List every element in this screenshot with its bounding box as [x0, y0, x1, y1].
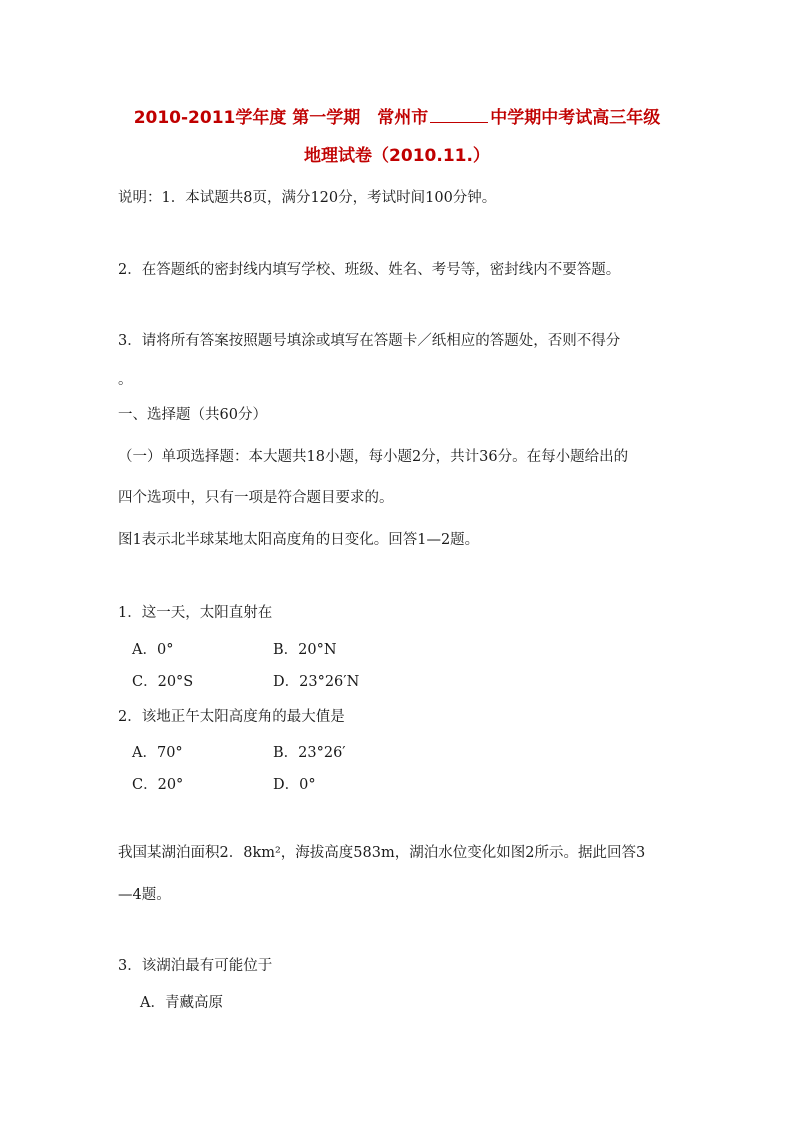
question-2-stem: 2．该地正午太阳高度角的最大值是 — [118, 709, 345, 725]
note-3-end: 。 — [118, 372, 133, 388]
section-instruction-2: 四个选项中，只有一项是符合题目要求的。 — [118, 490, 394, 506]
lake-intro-1: 我国某湖泊面积2．8km²，海拔高度583m，湖泊水位变化如图2所示。据此回答3 — [118, 845, 646, 861]
note-1: 说明：1．本试题共8页，满分120分，考试时间100分钟。 — [118, 190, 497, 206]
question-1-option-c: C．20°S — [132, 674, 194, 690]
figure-1-intro: 图1表示北半球某地太阳高度角的日变化。回答1—2题。 — [118, 532, 480, 548]
question-2-option-a: A．70° — [132, 745, 183, 761]
question-2-option-b: B．23°26′ — [273, 745, 346, 761]
question-1-option-b: B．20°N — [273, 642, 337, 658]
title-part-1: 2010-2011学年度 第一学期 常州市 — [133, 108, 429, 128]
exam-title-line-2: 地理试卷（2010.11.） — [304, 146, 490, 166]
section-instruction-1: （一）单项选择题：本大题共18小题，每小题2分，共计36分。在每小题给出的 — [118, 449, 629, 465]
school-name-blank — [430, 108, 488, 123]
section-heading: 一、选择题（共60分） — [118, 407, 267, 423]
lake-intro-2: —4题。 — [118, 887, 171, 903]
question-2-option-c: C．20° — [132, 777, 184, 793]
note-3: 3．请将所有答案按照题号填涂或填写在答题卡／纸相应的答题处，否则不得分 — [118, 333, 621, 349]
question-3-option-a: A．青藏高原 — [140, 995, 223, 1011]
question-2-option-d: D．0° — [273, 777, 316, 793]
question-1-option-a: A．0° — [132, 642, 174, 658]
title-part-2: 中学期中考试高三年级 — [490, 108, 661, 128]
question-3-stem: 3．该湖泊最有可能位于 — [118, 958, 273, 974]
exam-title-line-1 — [0, 103, 794, 128]
note-2: 2．在答题纸的密封线内填写学校、班级、姓名、考号等，密封线内不要答题。 — [118, 262, 621, 278]
question-1-option-d: D．23°26′N — [273, 674, 360, 690]
question-1-stem: 1．这一天，太阳直射在 — [118, 605, 273, 621]
